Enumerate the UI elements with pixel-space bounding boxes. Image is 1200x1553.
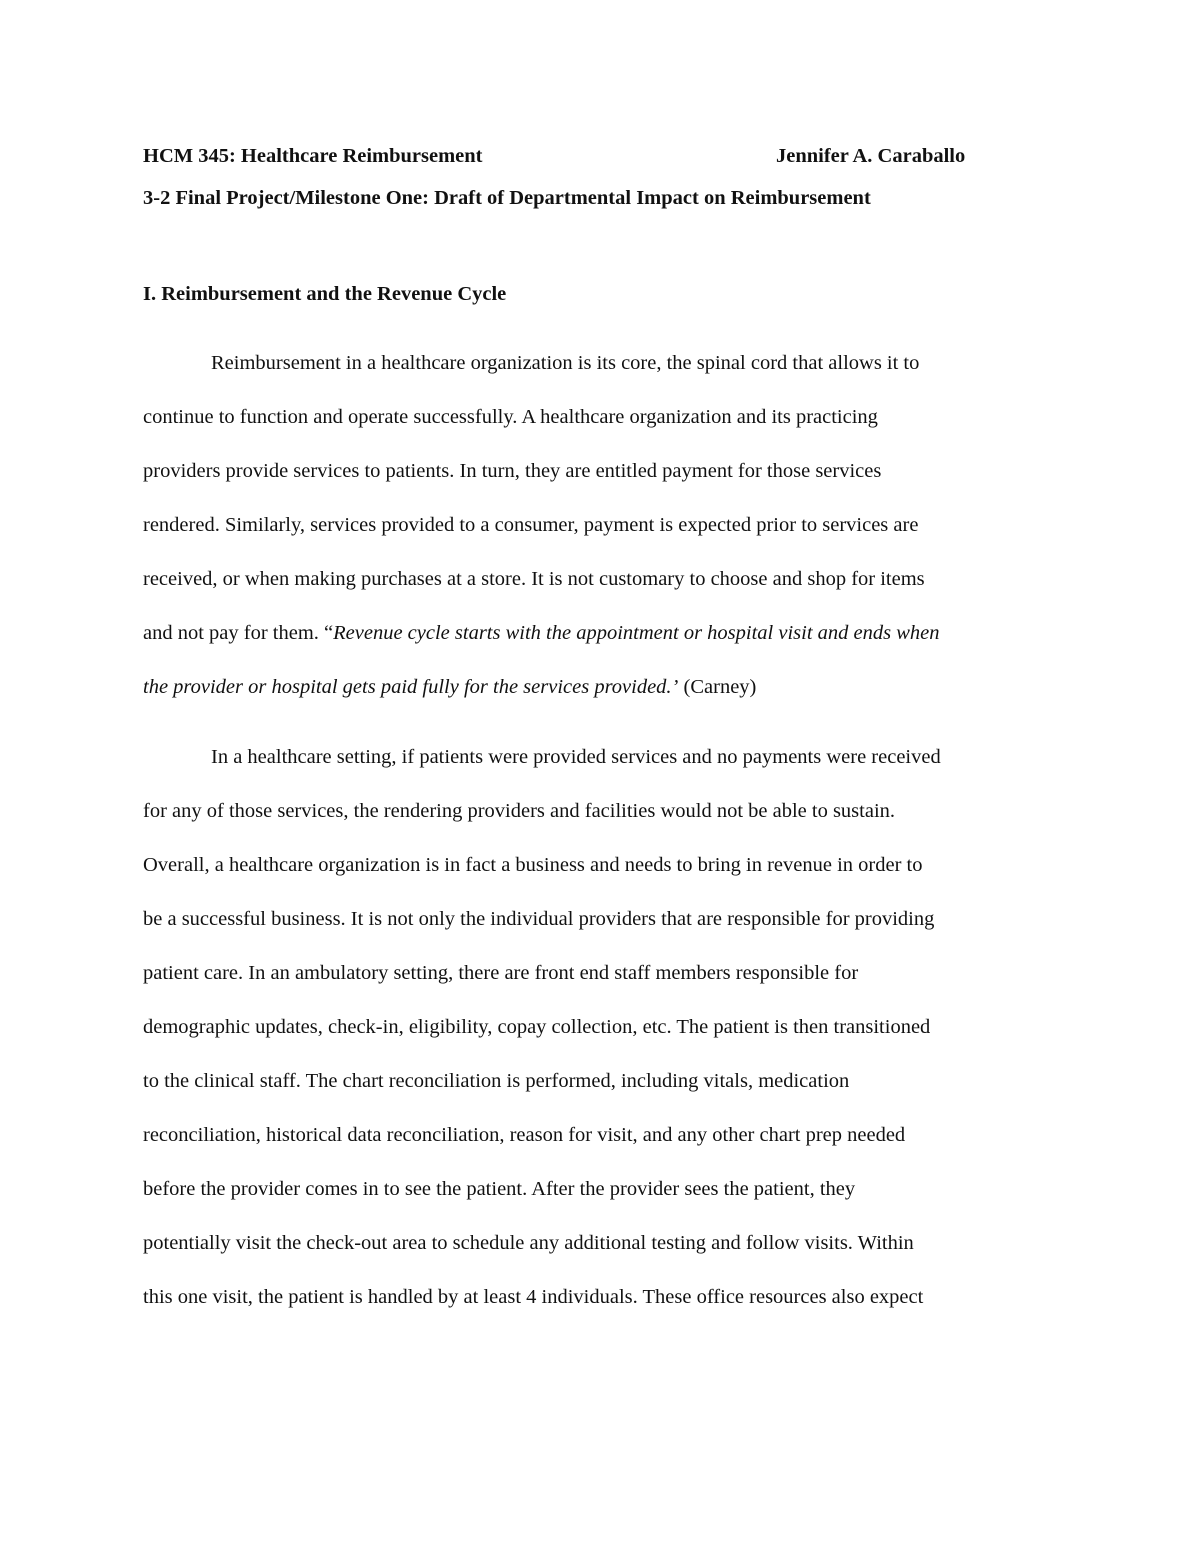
- paragraph-line: potentially visit the check-out area to schedule any additional testing and follow visits. Within: [143, 1232, 914, 1254]
- assignment-title: 3-2 Final Project/Milestone One: Draft of Departmental Impact on Reimbursement: [143, 187, 871, 209]
- paragraph-line-quote-start: [143, 621, 940, 645]
- citation: (Carney): [678, 676, 757, 698]
- paragraph-line: received, or when making purchases at a store. It is not customary to choose and shop for items: [143, 568, 925, 590]
- section-heading: I. Reimbursement and the Revenue Cycle: [143, 283, 507, 305]
- paragraph-line: before the provider comes in to see the patient. After the provider sees the patient, they: [143, 1178, 856, 1200]
- paragraph-line: In a healthcare setting, if patients were provided services and no payments were received: [211, 746, 941, 768]
- paragraph-line: to the clinical staff. The chart reconciliation is performed, including vitals, medication: [143, 1070, 850, 1092]
- paragraph-line: Reimbursement in a healthcare organization is its core, the spinal cord that allows it to: [211, 352, 920, 374]
- course-title: HCM 345: Healthcare Reimbursement: [143, 145, 483, 167]
- paragraph-line-quote-end: [143, 675, 756, 699]
- paragraph-line: be a successful business. It is not only the individual providers that are responsible for providing: [143, 908, 935, 930]
- plain-text: and not pay for them. “: [143, 622, 334, 644]
- paragraph-line: reconciliation, historical data reconciliation, reason for visit, and any other chart prep needed: [143, 1124, 906, 1146]
- paragraph-line: this one visit, the patient is handled by at least 4 individuals. These office resources also expect: [143, 1286, 924, 1308]
- quote-text: Revenue cycle starts with the appointment or hospital visit and ends when: [333, 622, 940, 644]
- paragraph-line: demographic updates, check-in, eligibility, copay collection, etc. The patient is then transitioned: [143, 1016, 931, 1038]
- paragraph-line: Overall, a healthcare organization is in fact a business and needs to bring in revenue in order to: [143, 854, 923, 876]
- paragraph-line: continue to function and operate successfully. A healthcare organization and its practicing: [143, 406, 878, 428]
- paragraph-line: patient care. In an ambulatory setting, there are front end staff members responsible for: [143, 962, 859, 984]
- paragraph-line: providers provide services to patients. In turn, they are entitled payment for those services: [143, 460, 882, 482]
- quote-text: the provider or hospital gets paid fully for the services provided.’: [143, 676, 679, 698]
- author-name: Jennifer A. Caraballo: [776, 145, 966, 167]
- paragraph-line: for any of those services, the rendering providers and facilities would not be able to sustain.: [143, 800, 896, 822]
- paragraph-line: rendered. Similarly, services provided to a consumer, payment is expected prior to services are: [143, 514, 919, 536]
